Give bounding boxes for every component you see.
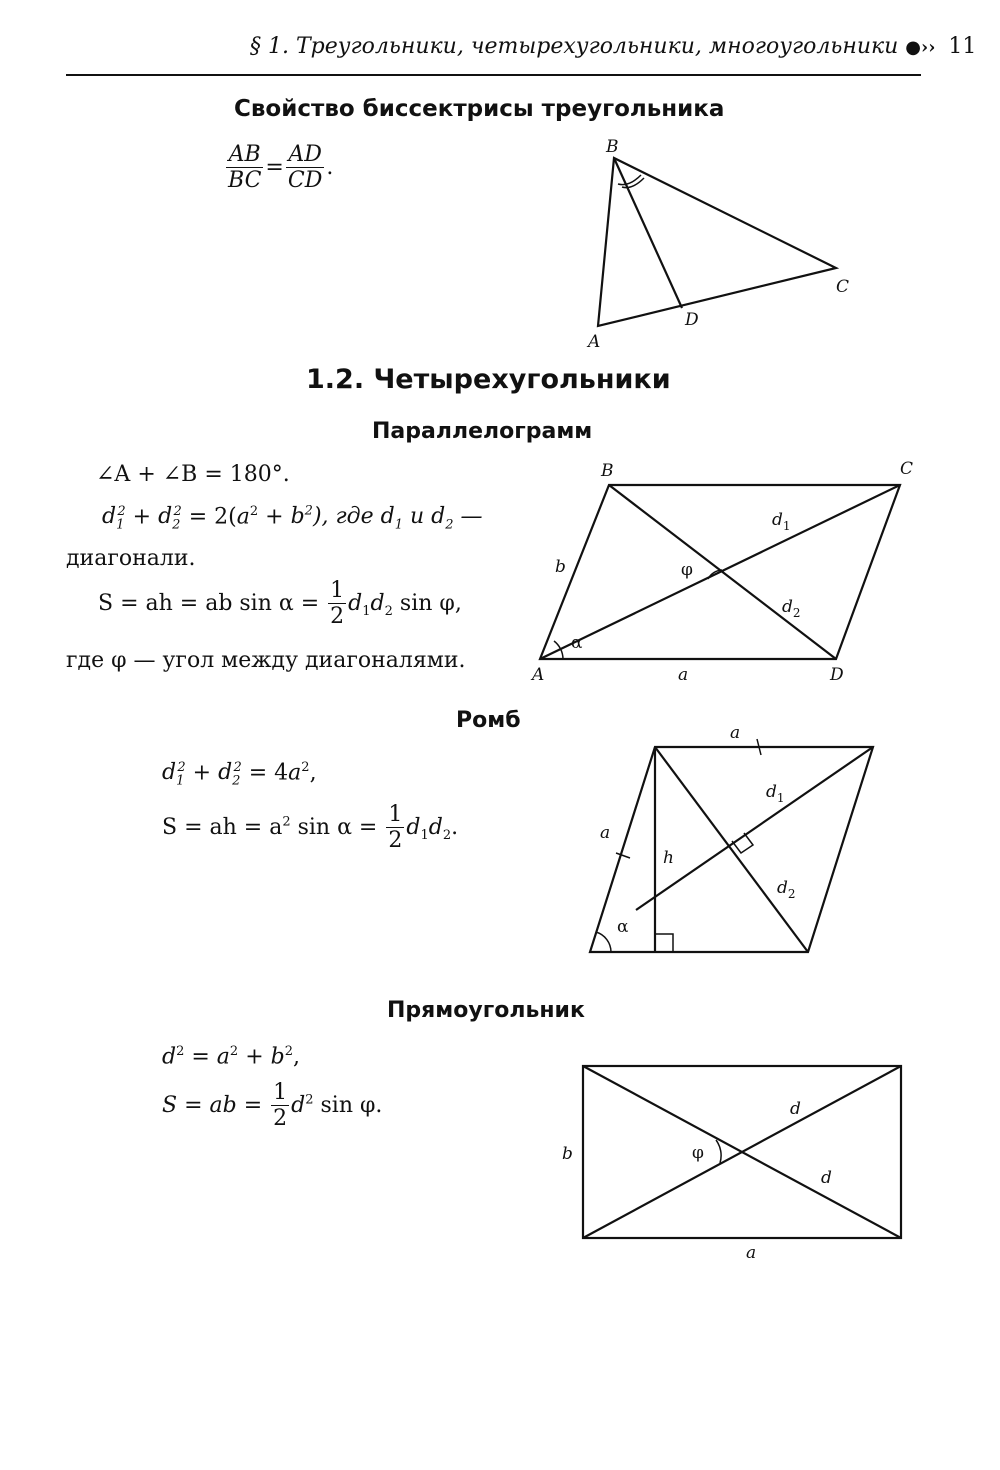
rhombus-area-formula: S = ah = $a^2$ sin α = $\frac{1}{2}$ $d_1d_2$. bbox=[162, 802, 459, 854]
point-label-d: D bbox=[685, 310, 699, 330]
bisector-triangle-diagram bbox=[598, 158, 836, 326]
side-label-b: b bbox=[555, 557, 566, 577]
frac-denominator: 2 bbox=[388, 828, 403, 854]
rhombus-diagonal-d1 bbox=[636, 747, 873, 910]
parallelogram-area-note: где φ — угол между диагоналями. bbox=[66, 648, 466, 673]
parallelogram-angle-sum: ∠A + ∠B = 180°. bbox=[96, 462, 290, 487]
height-label-h: h bbox=[663, 848, 674, 868]
side-label-a: a bbox=[746, 1243, 757, 1263]
rhombus-diagonal-relation: $d_1^2 + d_2^2 = 4a^2$, bbox=[162, 760, 317, 789]
vertex-label-a: A bbox=[532, 665, 545, 685]
vertex-label-c: C bbox=[900, 459, 914, 479]
diagonal-label-d-bottom: d bbox=[821, 1168, 832, 1188]
angle-arc-phi bbox=[716, 1140, 721, 1163]
angle-label-phi: φ bbox=[692, 1143, 704, 1163]
denominator-bc: BC bbox=[228, 168, 262, 194]
angle-label-alpha: α bbox=[617, 917, 629, 937]
side-label-a-top: a bbox=[730, 723, 741, 743]
running-title: § 1. Треугольники, четырехугольники, многоугольники bbox=[250, 34, 899, 59]
numerator-ab: AB bbox=[226, 142, 263, 168]
fraction-half bbox=[386, 802, 404, 854]
text-dash: — bbox=[460, 504, 483, 530]
vertex-label-b: B bbox=[601, 461, 614, 481]
parallelogram-diagram bbox=[540, 485, 900, 659]
bullet-icon: ●›› bbox=[905, 37, 936, 58]
diagonal-d2 bbox=[609, 485, 836, 659]
vertex-label-c: C bbox=[836, 277, 850, 297]
page-number: 11 bbox=[948, 34, 977, 59]
parallelogram-diagonals-word: диагонали. bbox=[66, 546, 196, 571]
rectangle-diagonal-relation: $d^2 = a^2 + b^2$, bbox=[162, 1044, 300, 1070]
angle-label-alpha: α bbox=[571, 633, 583, 653]
frac-numerator: 1 bbox=[388, 802, 403, 827]
rhombus-title: Ромб bbox=[456, 708, 521, 733]
right-angle-mark-h bbox=[655, 934, 673, 952]
frac-denominator: 2 bbox=[330, 604, 345, 630]
text-and: и bbox=[409, 504, 425, 530]
angle-arc-alpha bbox=[596, 932, 611, 952]
bisector-bd bbox=[614, 158, 682, 308]
vertex-label-a: A bbox=[588, 332, 601, 352]
text-where: где bbox=[335, 504, 374, 530]
bisector-formula: $\frac{AB}{BC}$ = $\frac{AD}{CD}$ . bbox=[228, 142, 334, 194]
rectangle-diagram bbox=[583, 1066, 901, 1238]
diagonal-label-d1: $d_1$ bbox=[772, 510, 791, 533]
diagonal-label-d2: $d_2$ bbox=[782, 597, 801, 620]
parallelogram-diagonal-relation: $d_1^2 + d_2^2 = 2(a^2 + b^2)$, где $d_1$ и $d_2$ — bbox=[102, 504, 483, 533]
rectangle-title: Прямоугольник bbox=[387, 998, 585, 1023]
frac-numerator: 1 bbox=[273, 1080, 288, 1105]
area-mid: sin α = bbox=[297, 814, 378, 840]
rhombus-diagram bbox=[590, 739, 873, 952]
parallelogram-title: Параллелограмм bbox=[372, 419, 593, 444]
side-label-a: a bbox=[678, 665, 689, 685]
rectangle-area-formula: S = ab = $\frac{1}{2}$ $d^2$ sin φ. bbox=[162, 1080, 383, 1132]
parallelogram-area-formula: S = ah = ab sin α = $\frac{1}{2}$ $d_1d_2$ sin φ, bbox=[98, 578, 462, 630]
frac-numerator: 1 bbox=[330, 578, 345, 603]
section-title: 1.2. Четырехугольники bbox=[306, 364, 671, 395]
numerator-ad: AD bbox=[286, 142, 324, 168]
area-left: S = ah = a bbox=[162, 814, 283, 840]
area-left: S = ah = ab sin α = bbox=[98, 590, 320, 616]
fraction-half bbox=[328, 578, 346, 630]
rhombus-diagonal-d2 bbox=[655, 747, 808, 952]
area-right: sin φ, bbox=[399, 590, 462, 616]
diagonal-label-d1: $d_1$ bbox=[766, 782, 785, 805]
fraction-half bbox=[271, 1080, 289, 1132]
side-label-b: b bbox=[562, 1144, 573, 1164]
bisector-title: Свойство биссектрисы треугольника bbox=[234, 96, 725, 122]
triangle-abc bbox=[598, 158, 836, 326]
angle-label-phi: φ bbox=[681, 560, 693, 580]
vertex-label-b: B bbox=[606, 137, 619, 157]
diagonal-label-d2: $d_2$ bbox=[777, 878, 796, 901]
diagonal-label-d-top: d bbox=[790, 1099, 801, 1119]
frac-denominator: 2 bbox=[273, 1106, 288, 1132]
side-label-a-left: a bbox=[600, 823, 611, 843]
denominator-cd: CD bbox=[287, 168, 323, 194]
vertex-label-d: D bbox=[830, 665, 844, 685]
tick-mark-left bbox=[616, 853, 630, 858]
